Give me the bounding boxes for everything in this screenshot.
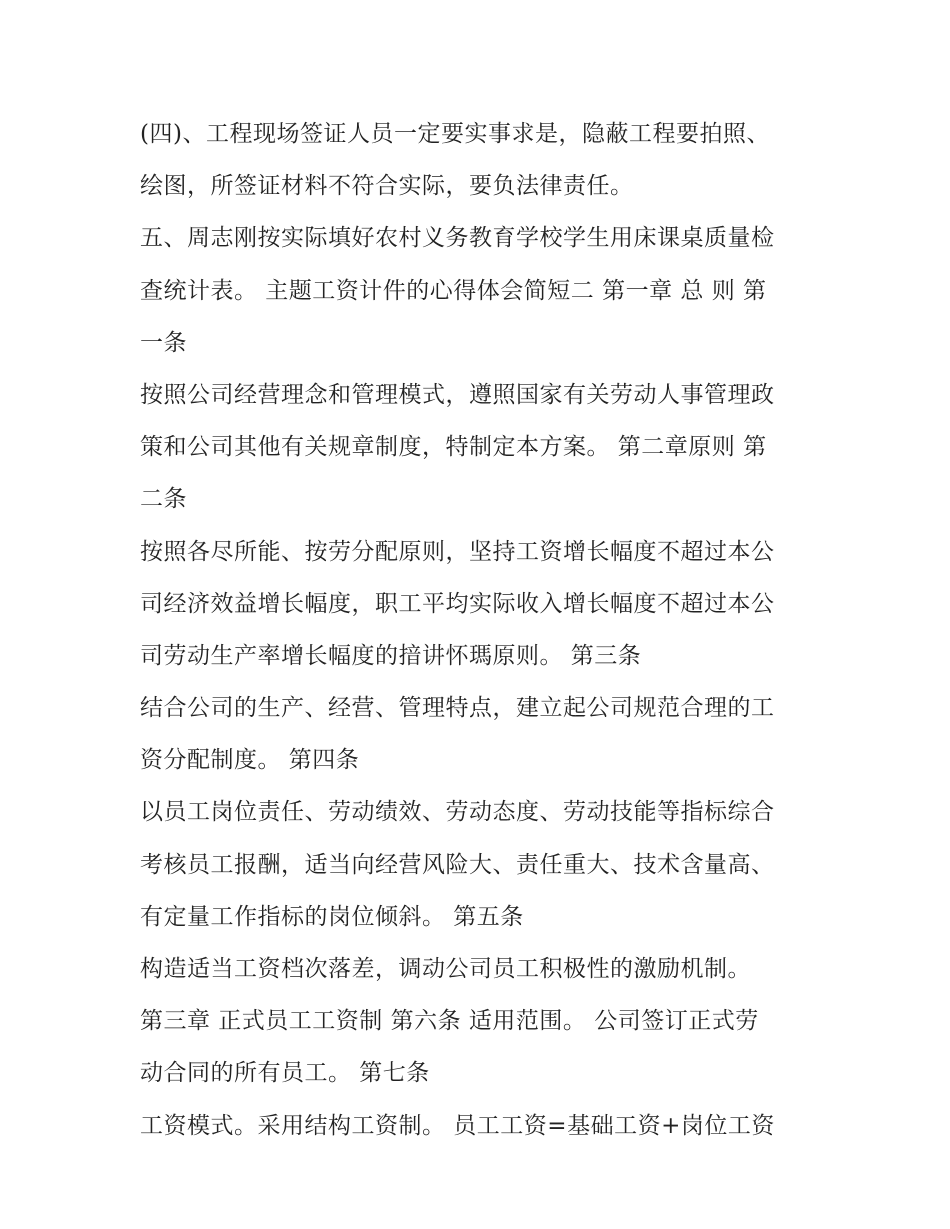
- text-line: 工资模式。采用结构工资制。 员工工资=基础工资+岗位工资: [140, 1112, 775, 1139]
- text-line: 以员工岗位责任、劳动绩效、劳动态度、劳动技能等指标综合: [140, 799, 775, 826]
- text-line: 资分配制度。 第四条: [140, 747, 360, 774]
- text-line: 策和公司其他有关规章制度，特制定本方案。 第二章原则 第: [140, 434, 767, 461]
- text-line: 有定量工作指标的岗位倾斜。 第五条: [140, 903, 524, 930]
- text-line: 结合公司的生产、经营、管理特点，建立起公司规范合理的工: [140, 695, 775, 722]
- text-line: 绘图，所签证材料不符合实际，要负法律责任。: [140, 173, 634, 200]
- text-line: 按照各尽所能、按劳分配原则，坚持工资增长幅度不超过本公: [140, 538, 775, 565]
- text-line: 司劳动生产率增长幅度的揞讲怀瑪原则。 第三条: [140, 642, 642, 669]
- text-line: 第三章 正式员工工资制 第六条 适用范围。 公司签订正式劳: [140, 1008, 759, 1035]
- text-line: 二条: [140, 486, 187, 513]
- text-line: 查统计表。 主题工资计件的心得体会简短二 第一章 总 则 第: [140, 277, 767, 304]
- text-line: 按照公司经营理念和管理模式，遵照国家有关劳动人事管理政: [140, 381, 775, 408]
- text-line: (四)、工程现场签证人员一定要实事求是，隐蔽工程要拍照、: [140, 121, 770, 147]
- text-line: 五、周志刚按实际填好农村义务教育学校学生用床课桌质量检: [140, 225, 775, 252]
- text-line: 考核员工报酬，适当向经营风险大、责任重大、技术含量高、: [140, 851, 775, 878]
- document-body: [140, 108, 830, 1152]
- text-line: 动合同的所有员工。 第七条: [140, 1060, 430, 1087]
- text-line: 构造适当工资档次落差，调动公司员工积极性的激励机制。: [140, 956, 751, 982]
- text-line: 司经济效益增长幅度，职工平均实际收入增长幅度不超过本公: [140, 590, 775, 617]
- text-line: 一条: [140, 329, 187, 356]
